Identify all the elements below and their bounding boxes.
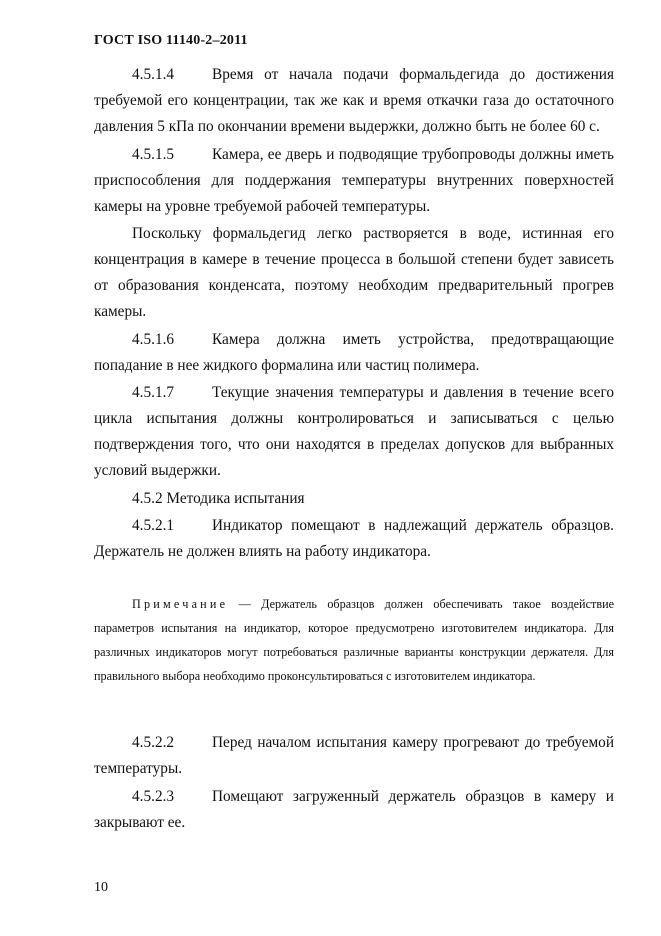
paragraph-text: Камера, ее дверь и подводящие трубопроводы должны иметь приспособления для поддержания температуры внутренних поверхностей камеры на уровне требуемой рабочей температуры.	[94, 146, 614, 215]
paragraph-text: Текущие значения температуры и давления в течение всего цикла испытания должны контролироваться и записываться с целью подтверждения того, что они находятся в пределах допусков для выбранных условий выдержки.	[94, 384, 614, 479]
note-text: — Держатель образцов должен обеспечивать такое воздействие параметров испытания на индикатор, которое предусмотрено изготовителем индикатора. Для различных индикаторов могут потребоваться различные варианты конструкции держателя. Для правильного выбора необходимо проконсультироваться с изготовителем индикатора.	[94, 597, 615, 683]
document-header: ГОСТ ISO 11140-2–2011	[94, 33, 248, 48]
paragraph-preheat	[94, 221, 614, 325]
paragraph-text: Время от начала подачи формальдегида до достижения требуемой его концентрации, так же как и время откачки газа до остаточного давления 5 кПа по окончании времени выдержки, должно быть не более 60 с.	[94, 66, 614, 135]
clause-number: 4.5.1.5	[132, 146, 175, 163]
paragraph-text: 4.5.2 Методика испытания	[132, 490, 305, 507]
paragraph-text: Индикатор помещают в надлежащий держатель образцов. Держатель не должен влиять на работу индикатора.	[94, 517, 614, 560]
page-number: 10	[94, 880, 108, 895]
paragraph-4-5-2-2	[94, 730, 614, 782]
clause-number: 4.5.1.6	[132, 331, 175, 348]
clause-number: 4.5.1.4	[132, 66, 175, 83]
clause-number: 4.5.2.2	[132, 734, 175, 751]
paragraph-4-5-2-1	[94, 513, 614, 565]
section-heading-4-5-2	[94, 486, 614, 512]
paragraph-text: Помещают загруженный держатель образцов в камеру и закрывают ее.	[94, 788, 614, 831]
paragraph-text: Поскольку формальдегид легко растворяется в воде, истинная его концентрация в камере в течение процесса в большой степени будет зависеть от образования конденсата, поэтому необходим предварительный прогрев камеры.	[94, 225, 614, 320]
clause-number: 4.5.1.7	[132, 384, 175, 401]
paragraph-4-5-1-5	[94, 142, 614, 220]
paragraph-4-5-1-4	[94, 62, 614, 140]
paragraph-4-5-1-6	[94, 327, 614, 379]
paragraph-4-5-2-3	[94, 784, 614, 836]
note-block	[94, 592, 614, 688]
note-label: Примечание	[132, 597, 229, 611]
paragraph-text: Перед началом испытания камеру прогревают до требуемой температуры.	[94, 734, 614, 777]
paragraph-4-5-1-7	[94, 380, 614, 484]
clause-number: 4.5.2.3	[132, 788, 175, 805]
paragraph-text: Камера должна иметь устройства, предотвращающие попадание в нее жидкого формалина или частиц полимера.	[94, 331, 614, 374]
clause-number: 4.5.2.1	[132, 517, 175, 534]
